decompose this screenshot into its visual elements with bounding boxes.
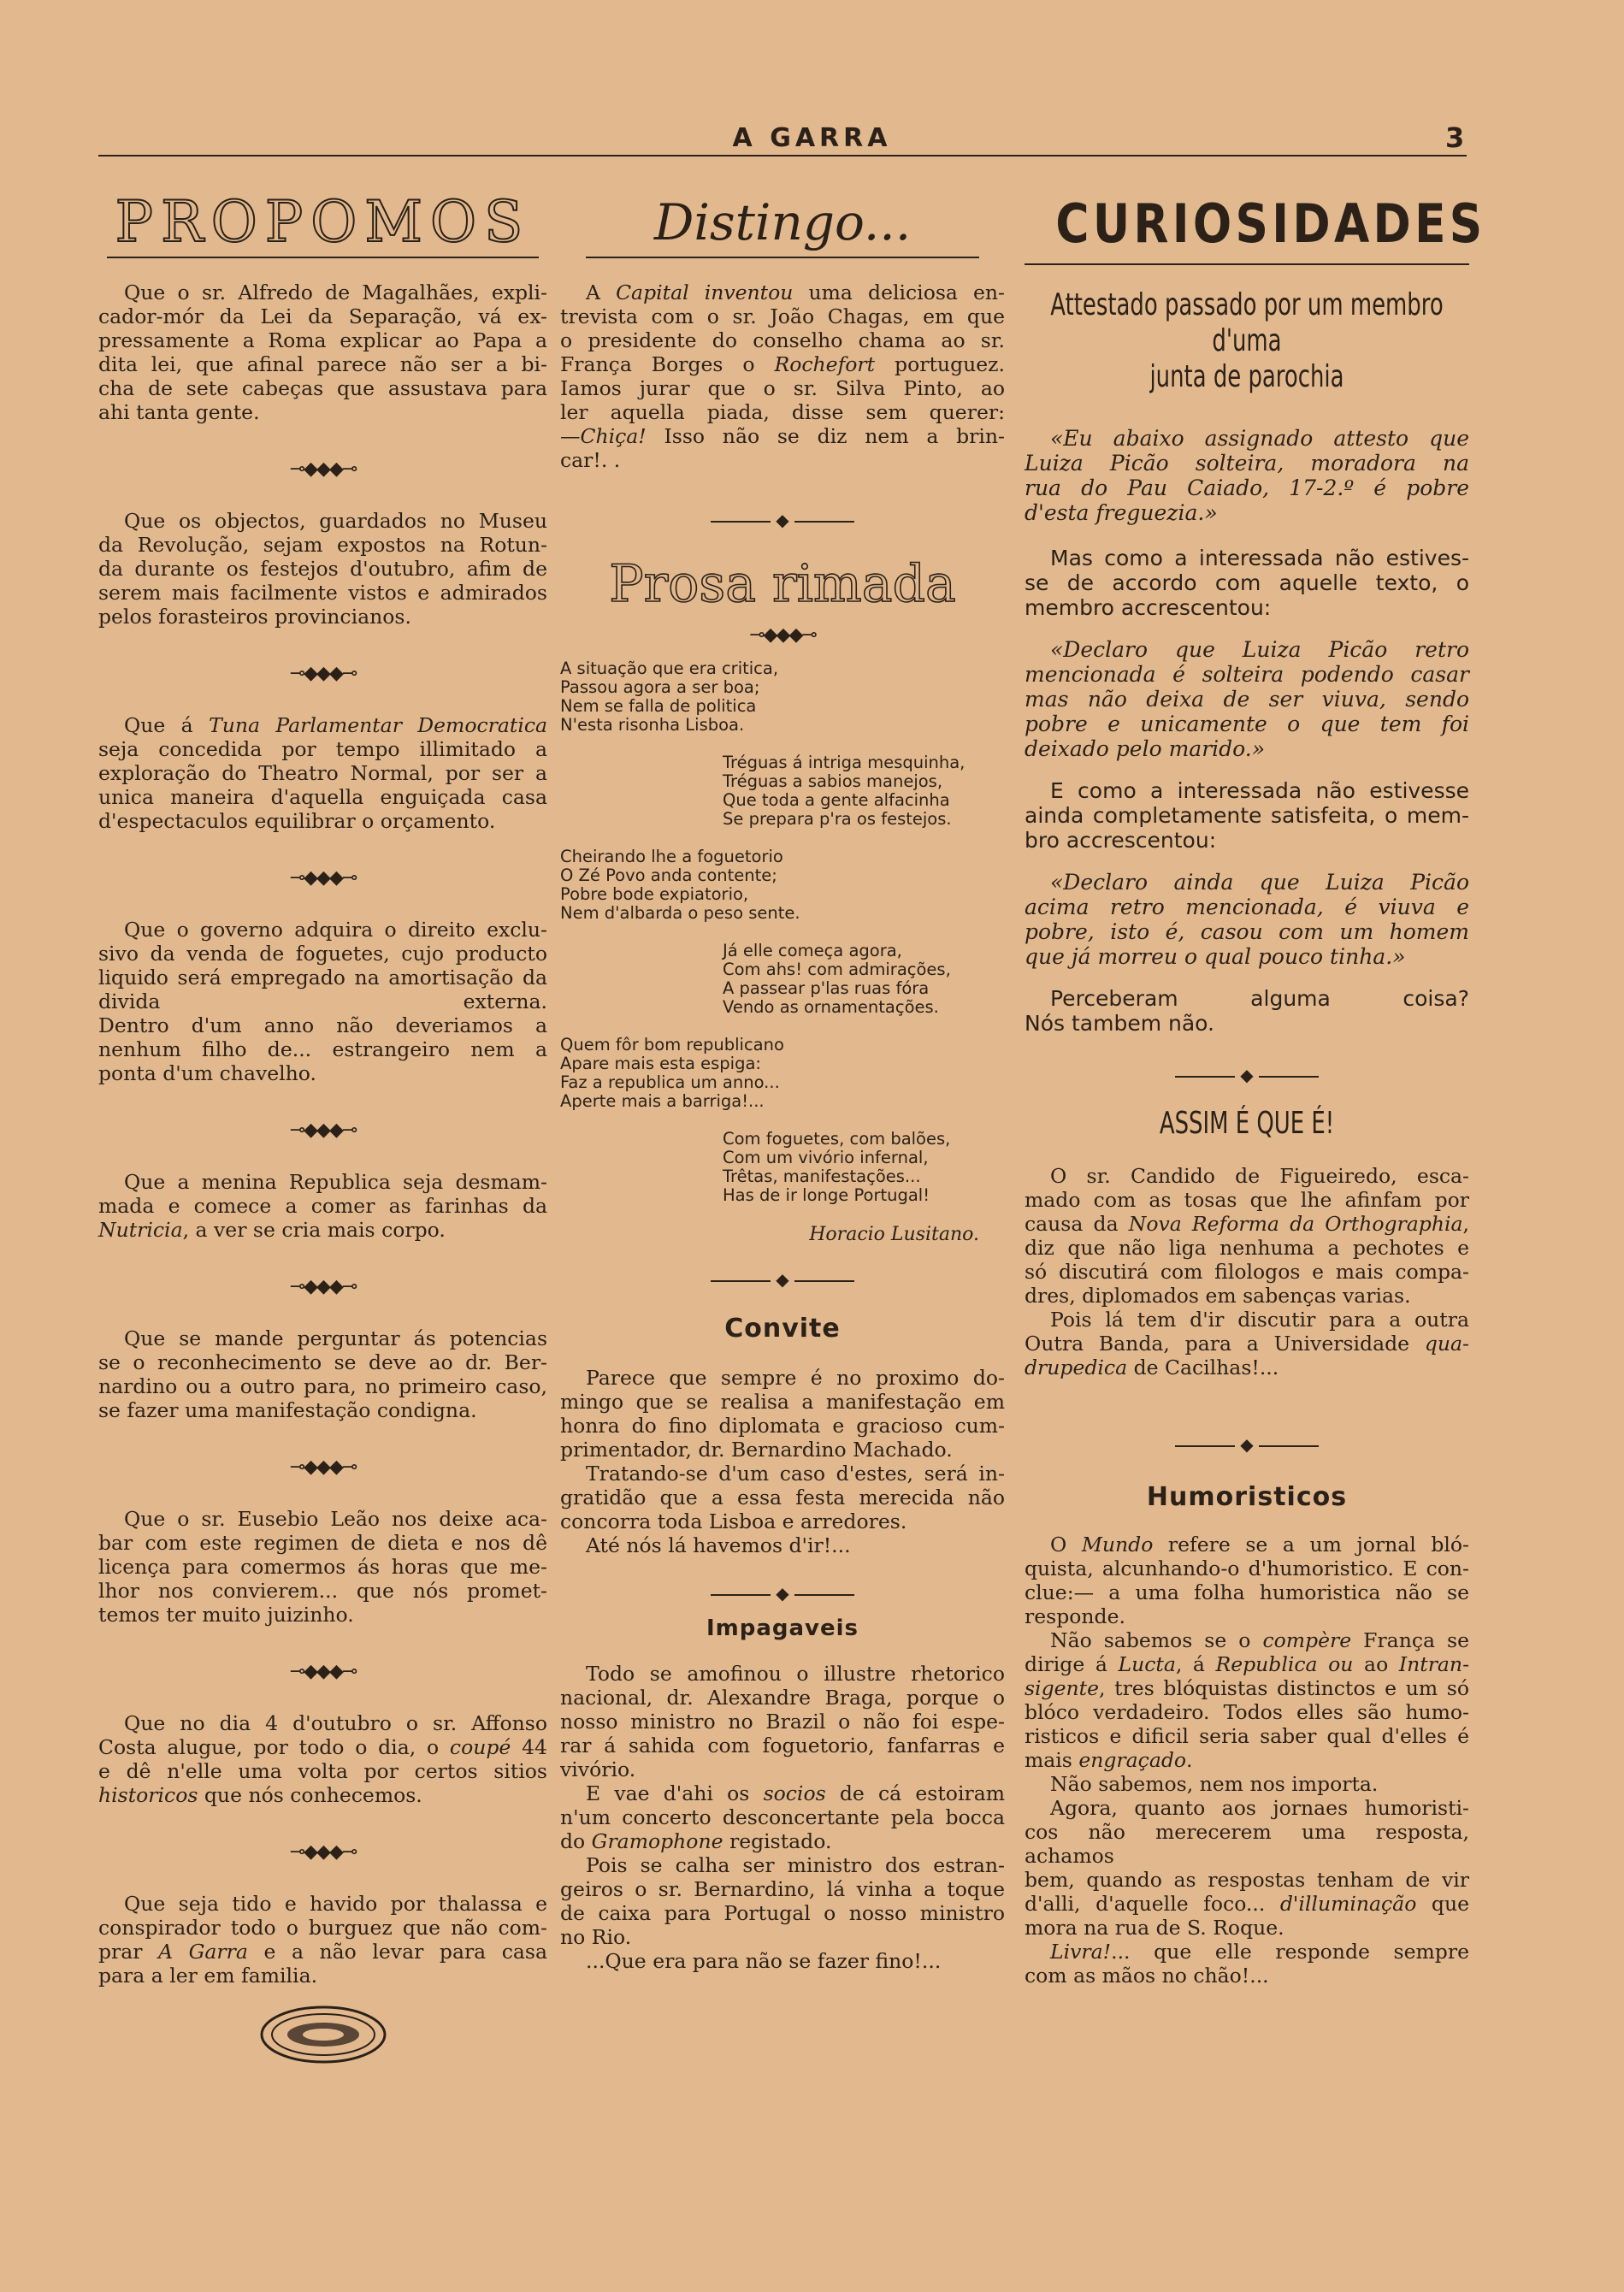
- verse-line: Quem fôr bom republicano: [560, 1035, 784, 1054]
- text-line: E vae d'ahi os socios de cá estoiram: [586, 1781, 1006, 1805]
- text-line: dirige á Lucta, á Republica ou ao Intran-: [1025, 1652, 1470, 1676]
- text-line: ...Que era para não se fazer fino!...: [586, 1949, 942, 1973]
- propomos-list: [98, 281, 547, 1988]
- text-line: n'um concerto desconcertante pela bocca: [560, 1805, 1005, 1829]
- verse-line: Aperte mais a barriga!...: [560, 1091, 765, 1111]
- text-line: d'espectaculos equilibrar o orçamento.: [98, 809, 496, 833]
- text-line: nardino ou a outro para, no primeiro caso,: [98, 1374, 547, 1398]
- text-line: do Gramophone registado.: [560, 1829, 832, 1853]
- text-line: vivório.: [560, 1757, 636, 1781]
- text-line: nenhum filho de... estrangeiro nem a: [98, 1037, 547, 1061]
- assim-article: [1025, 1164, 1469, 1379]
- text-line: risticos e dificil seria saber qual d'elles é: [1025, 1724, 1469, 1748]
- section-heading-impagaveis: Impagaveis: [706, 1616, 859, 1641]
- paragraph: [1025, 778, 1469, 853]
- text-line: divida externa.: [98, 989, 547, 1013]
- verse-line: N'esta risonha Lisboa.: [560, 715, 745, 735]
- section-heading-humoristicos: Humoristicos: [1146, 1482, 1348, 1512]
- convite-article: [560, 1366, 1005, 1557]
- ornament: ⊸◆◆◆⊸: [749, 624, 816, 646]
- verse-line: Cheirando lhe a foguetorio: [560, 847, 783, 866]
- text-line: mencionada é solteira podendo casar: [1025, 662, 1469, 687]
- curiosidades-paragraph: [1025, 778, 1469, 853]
- verse-line: Se prepara p'ra os festejos.: [723, 809, 952, 829]
- text-line: Agora, quanto aos jornaes humoristi-: [1050, 1796, 1469, 1820]
- paragraph: [1025, 1796, 1469, 1940]
- text-line: Dentro d'um anno não deveriamos a: [98, 1013, 547, 1037]
- text-line: mais engraçado.: [1025, 1748, 1193, 1772]
- text-line: pobre, isto é, casou com um homem: [1025, 919, 1469, 944]
- curiosidades-paragraph: [1025, 986, 1469, 1036]
- text-line: dita lei, que afinal parece não ser a bi-: [98, 352, 547, 376]
- separator: ◆: [1025, 1065, 1469, 1085]
- text-line: Mas como a interessada não estives-: [1050, 546, 1469, 570]
- text-line: Pois lá tem d'ir discutir para a outra: [1050, 1308, 1469, 1332]
- propomos-item: [98, 281, 547, 424]
- text-line: licença para comermos ás horas que me-: [98, 1555, 547, 1579]
- section-heading-prosa-rimada: Prosa rimada: [609, 554, 956, 614]
- text-line: «Eu abaixo assignado attesto que: [1050, 426, 1469, 451]
- newspaper-title: A GARRA: [732, 123, 892, 153]
- paragraph: [1025, 1772, 1469, 1796]
- text-line: «Declaro que Luiza Picão retro: [1050, 637, 1469, 662]
- text-line: Perceberam alguma coisa?: [1050, 986, 1469, 1011]
- text-line: Costa alugue, por todo o dia, o coupé 44: [98, 1735, 547, 1759]
- propomos-item: [98, 509, 547, 629]
- paragraph: [560, 1533, 1005, 1557]
- text-line: só discutirá com filologos e mais compa-: [1025, 1260, 1469, 1284]
- text-line: Até nós lá havemos d'ir!...: [586, 1533, 851, 1557]
- text-line: se o reconhecimento se deve ao dr. Ber-: [98, 1350, 547, 1374]
- text-line: sigente, tres blóquistas distinctos e um só: [1025, 1676, 1469, 1700]
- text-line: Parece que sempre é no proximo do-: [586, 1366, 1005, 1390]
- text-line: e dê n'elle uma volta por certos sitios: [98, 1759, 547, 1783]
- text-line: honra do fino diplomata e gracioso cum-: [560, 1414, 1005, 1438]
- text-line: que já morreu o qual pouco tinha.»: [1025, 944, 1406, 969]
- paragraph: [1025, 986, 1469, 1036]
- text-line: Que á Tuna Parlamentar Democratica: [124, 713, 548, 737]
- text-line: bem, quando as respostas tenham de vir: [1025, 1868, 1469, 1892]
- running-header: [0, 121, 1624, 156]
- ornament: ⊸◆◆◆⊸: [289, 663, 357, 684]
- verse-line: Has de ir longe Portugal!: [723, 1185, 930, 1205]
- propomos-item: [98, 713, 547, 833]
- verse-line: Já elle começa agora,: [723, 941, 902, 960]
- impagaveis-article: [560, 1662, 1005, 1973]
- text-line: Que no dia 4 d'outubro o sr. Affonso: [124, 1711, 547, 1735]
- text-line: causa da Nova Reforma da Orthographia,: [1025, 1212, 1469, 1236]
- text-line: A Capital inventou uma deliciosa en-: [586, 281, 1005, 304]
- text-line: Que seja tido e havido por thalassa e: [124, 1892, 547, 1916]
- text-line: nosso ministro no Brazil o não foi espe-: [560, 1710, 1005, 1734]
- text-line: geiros o sr. Bernardino, lá vinha a toque: [560, 1877, 1005, 1901]
- text-line: diz que não liga nenhuma a pechotes e: [1025, 1236, 1469, 1260]
- text-line: sivo da venda de foguetes, cujo producto: [98, 942, 547, 966]
- stanza: [560, 942, 1005, 1017]
- quote-declaration-2: [1025, 870, 1469, 969]
- text-line: «Declaro ainda que Luiza Picão: [1050, 870, 1469, 895]
- verse-line: Trêtas, manifestações...: [723, 1167, 921, 1186]
- text-line: dres, diplomados em sabenças varias.: [1025, 1284, 1411, 1308]
- verse-line: Vendo as ornamentações.: [723, 997, 939, 1017]
- text-line: Livra!... que elle responde sempre: [1050, 1940, 1469, 1964]
- text-line: mada e comece a comer as farinhas da: [98, 1194, 547, 1218]
- text-line: quista, alcunhando-o d'humoristico. E con-: [1025, 1557, 1469, 1580]
- paragraph: [1025, 1533, 1469, 1628]
- paragraph: [560, 1949, 1005, 1973]
- propomos-item: [98, 1507, 547, 1627]
- text-line: d'alli, d'aquelle foco... d'illuminação que: [1025, 1892, 1469, 1916]
- paragraph: [1025, 1308, 1469, 1379]
- text-line: Todo se amofinou o illustre rhetorico: [586, 1662, 1005, 1686]
- text-line: Que a menina Republica seja desmam-: [124, 1170, 547, 1194]
- text-line: E como a interessada não estivesse: [1050, 778, 1469, 803]
- stanza: [560, 659, 1005, 735]
- ornament: ⊸◆◆◆⊸: [289, 1119, 357, 1141]
- text-line: historicos que nós conhecemos.: [98, 1783, 422, 1807]
- section-heading-distingo: Distingo...: [653, 193, 912, 251]
- text-line: cos não merecerem uma resposta, achamos: [1025, 1820, 1469, 1868]
- text-line: ler aquella piada, disse sem querer:: [560, 400, 1005, 424]
- text-line: concorra toda Lisboa e arredores.: [560, 1509, 907, 1533]
- text-line: drupedica de Cacilhas!...: [1025, 1356, 1279, 1379]
- verse-line: Com um vivório infernal,: [723, 1148, 929, 1167]
- separator: ◆: [560, 1269, 1005, 1290]
- text-line: se de accordo com aquelle texto, o: [1025, 570, 1469, 595]
- text-line: Tratando-se d'um caso d'estes, será in-: [586, 1462, 1005, 1486]
- paragraph: [560, 1366, 1005, 1462]
- text-line: rar á sahida com foguetorio, fanfarras e: [560, 1734, 1005, 1757]
- verse-line: Com foguetes, com balões,: [723, 1129, 951, 1149]
- text-line: Nós tambem não.: [1025, 1011, 1214, 1036]
- text-line: unica maneira d'aquella enguiçada casa: [98, 785, 547, 809]
- text-line: blóco verdadeiro. Todos elles são humo-: [1025, 1700, 1469, 1724]
- distingo-article: [560, 281, 1005, 472]
- text-line: França Borges o Rochefort portuguez.: [560, 352, 1005, 376]
- verse-line: Faz a republica um anno...: [560, 1072, 780, 1092]
- verse-line: Tréguas á intriga mesquinha,: [723, 753, 966, 772]
- text-line: —Chiça! Isso não se diz nem a brin-: [560, 424, 1005, 448]
- text-line: car!. .: [560, 448, 621, 472]
- text-line: responde.: [1025, 1604, 1125, 1628]
- text-line: liquido será empregado na amortisação da: [98, 966, 547, 989]
- ornament: ⊸◆◆◆⊸: [289, 1456, 357, 1478]
- verse-line: Nem se falla de politica: [560, 696, 757, 716]
- ornament: ⊸◆◆◆⊸: [289, 458, 357, 480]
- verse-line: Passou agora a ser boa;: [560, 677, 760, 697]
- text-line: Nutricia, a ver se cria mais corpo.: [98, 1218, 446, 1242]
- text-line: pelos forasteiros provincianos.: [98, 605, 411, 629]
- paragraph: [1025, 1940, 1469, 1988]
- verse-line: Pobre bode expiatorio,: [560, 884, 749, 904]
- text-line: mado com as tosas que lhe afinfam por: [1025, 1188, 1469, 1212]
- stanza: [560, 753, 1005, 829]
- verse-line: Que toda a gente alfacinha: [723, 790, 950, 810]
- propomos-item: [98, 1711, 547, 1807]
- verse-line: Com ahs! com admirações,: [723, 960, 951, 979]
- text-line: lhor nos convierem... que nós promet-: [98, 1579, 547, 1603]
- quote-declaration: [1025, 637, 1469, 761]
- paragraph: [1025, 1164, 1469, 1308]
- text-line: bar com este regimen de dieta e nos dê: [98, 1531, 547, 1555]
- text-line: O sr. Candido de Figueiredo, esca-: [1050, 1164, 1469, 1188]
- paragraph: [560, 1462, 1005, 1533]
- column-middle: [560, 171, 1005, 1973]
- curiosidades-paragraph: [1025, 546, 1469, 620]
- text-line: nacional, dr. Alexandre Braga, porque o: [560, 1686, 1005, 1710]
- text-line: o presidente do conselho chama ao sr.: [560, 328, 1005, 352]
- quote: [1025, 426, 1469, 525]
- text-line: para a ler em familia.: [98, 1964, 318, 1988]
- stanza: [560, 1036, 1005, 1111]
- text-line: d'esta freguezia.»: [1025, 500, 1218, 525]
- text-line: Que os objectos, guardados no Museu: [124, 509, 547, 533]
- stanza: [560, 848, 1005, 923]
- text-line: gratidão que a essa festa merecida não: [560, 1486, 1005, 1509]
- section-heading-propomos: PROPOMOS: [115, 189, 531, 255]
- paragraph: [560, 1781, 1005, 1853]
- verse-line: A passear p'las ruas fóra: [723, 978, 930, 998]
- text-line: serem mais facilmente vistos e admirados: [98, 581, 547, 605]
- verse-line: Apare mais esta espiga:: [560, 1054, 761, 1073]
- separator: ◆: [1025, 1434, 1469, 1455]
- poem: [560, 659, 1005, 1205]
- verse-line: O Zé Povo anda contente;: [560, 865, 777, 885]
- text-line: Que o sr. Alfredo de Magalhães, expli-: [124, 281, 547, 304]
- text-line: exploração do Theatro Normal, por ser a: [98, 761, 547, 785]
- text-line: prar A Garra e a não levar para casa: [98, 1940, 548, 1964]
- text-line: da Revolução, sejam expostos na Rotun-: [98, 533, 547, 557]
- text-line: trevista com o sr. João Chagas, em que: [560, 304, 1005, 328]
- text-line: membro accrescentou:: [1025, 595, 1272, 620]
- text-line: Pois se calha ser ministro dos estran-: [586, 1853, 1005, 1877]
- text-line: mingo que se realisa a manifestação em: [560, 1390, 1005, 1414]
- ornament: ⊸◆◆◆⊸: [289, 1661, 357, 1682]
- text-line: pobre e unicamente o que tem foi: [1025, 712, 1469, 736]
- curiosidades-subheading: [1025, 287, 1469, 395]
- text-line: cador-mór da Lei da Separação, vá ex-: [98, 304, 547, 328]
- text-line: mora na rua de S. Roque.: [1025, 1916, 1284, 1940]
- text-line: clue:— a uma folha humoristica não se: [1025, 1580, 1469, 1604]
- stanza: [560, 1130, 1005, 1205]
- text-line: O Mundo refere se a um jornal bló-: [1050, 1533, 1469, 1557]
- verse-line: A situação que era critica,: [560, 659, 779, 678]
- text-line: rua do Pau Caiado, 17-2.º é pobre: [1025, 476, 1469, 500]
- text-line: conspirador todo o burguez que não com-: [98, 1916, 547, 1940]
- text-line: Não sabemos se o compère França se: [1050, 1628, 1469, 1652]
- text-line: primentador, dr. Bernardino Machado.: [560, 1438, 953, 1462]
- propomos-item: [98, 1892, 547, 1988]
- quote-attestation: [1025, 426, 1469, 525]
- propomos-item: [98, 1326, 547, 1422]
- column-curiosidades: [1025, 171, 1486, 1988]
- text-line: Não sabemos, nem nos importa.: [1050, 1772, 1379, 1796]
- text-line: Que o governo adquira o direito exclu-: [124, 918, 547, 942]
- text-line: no Rio.: [560, 1925, 632, 1949]
- text-line: ponta d'um chavelho.: [98, 1061, 316, 1085]
- text-line: cha de sete cabeças que assustava para: [98, 376, 547, 400]
- page-number: 3: [1445, 121, 1465, 154]
- propomos-item: [98, 918, 547, 1085]
- poem-signature: Horacio Lusitano.: [809, 1224, 979, 1245]
- text-line: com as mãos no chão!...: [1025, 1964, 1269, 1988]
- separator: ◆: [560, 1583, 1005, 1604]
- paragraph: [560, 281, 1005, 472]
- verse-line: Nem d'albarda o peso sente.: [560, 903, 800, 923]
- text-line: mas não deixa de ser viuva, sendo: [1025, 687, 1469, 712]
- text-line: pressamente a Roma explicar ao Papa a: [98, 328, 547, 352]
- paragraph: [560, 1853, 1005, 1949]
- section-heading-curiosidades: CURIOSIDADES: [1055, 192, 1486, 255]
- text-line: ainda completamente satisfeita, o mem-: [1025, 803, 1469, 828]
- ornament: ⊸◆◆◆⊸: [289, 867, 357, 889]
- text-line: seja concedida por tempo illimitado a: [98, 737, 547, 761]
- header-rule: [98, 155, 1467, 157]
- humoristicos-article: [1025, 1533, 1469, 1988]
- text-line: Luiza Picão solteira, moradora na: [1025, 451, 1469, 476]
- column-propomos: [98, 171, 547, 2065]
- verse-line: Tréguas a sabios manejos,: [723, 771, 943, 791]
- paragraph: [1025, 1628, 1469, 1772]
- text-line: de caixa para Portugal o nosso ministro: [560, 1901, 1005, 1925]
- text-line: Que o sr. Eusebio Leão nos deixe aca-: [124, 1507, 547, 1531]
- subheading-line: Attestado passado por um membro d'uma: [1050, 287, 1444, 358]
- quote: [1025, 637, 1469, 761]
- text-line: acima retro mencionada, é viuva e: [1025, 895, 1469, 919]
- subheading-line: junta de parochia: [1149, 359, 1344, 394]
- section-heading-convite: Convite: [724, 1314, 841, 1344]
- text-line: Iamos jurar que o sr. Silva Pinto, ao: [560, 376, 1005, 400]
- text-line: se fazer uma manifestação condigna.: [98, 1398, 477, 1422]
- text-line: bro accrescentou:: [1025, 828, 1217, 853]
- ornament: ⊸◆◆◆⊸: [289, 1276, 357, 1297]
- ornament: ⊸◆◆◆⊸: [289, 1841, 357, 1863]
- paragraph: [1025, 546, 1469, 620]
- ornament-emblem-icon: [259, 2005, 387, 2065]
- text-line: temos ter muito juizinho.: [98, 1603, 354, 1627]
- section-heading-assim-e-que-e: [1025, 1106, 1469, 1142]
- propomos-item: [98, 1170, 547, 1242]
- text-line: ahi tanta gente.: [98, 400, 260, 424]
- paragraph: [560, 1662, 1005, 1781]
- text-line: Que se mande perguntar ás potencias: [124, 1326, 547, 1350]
- quote: [1025, 870, 1469, 969]
- text-line: deixado pelo marido.»: [1025, 736, 1266, 761]
- assim-heading-text: ASSIM É QUE É!: [1159, 1106, 1335, 1141]
- text-line: da durante os festejos d'outubro, afim de: [98, 557, 547, 581]
- text-line: Outra Banda, para a Universidade qua-: [1025, 1332, 1469, 1356]
- separator: ◆: [560, 510, 1005, 530]
